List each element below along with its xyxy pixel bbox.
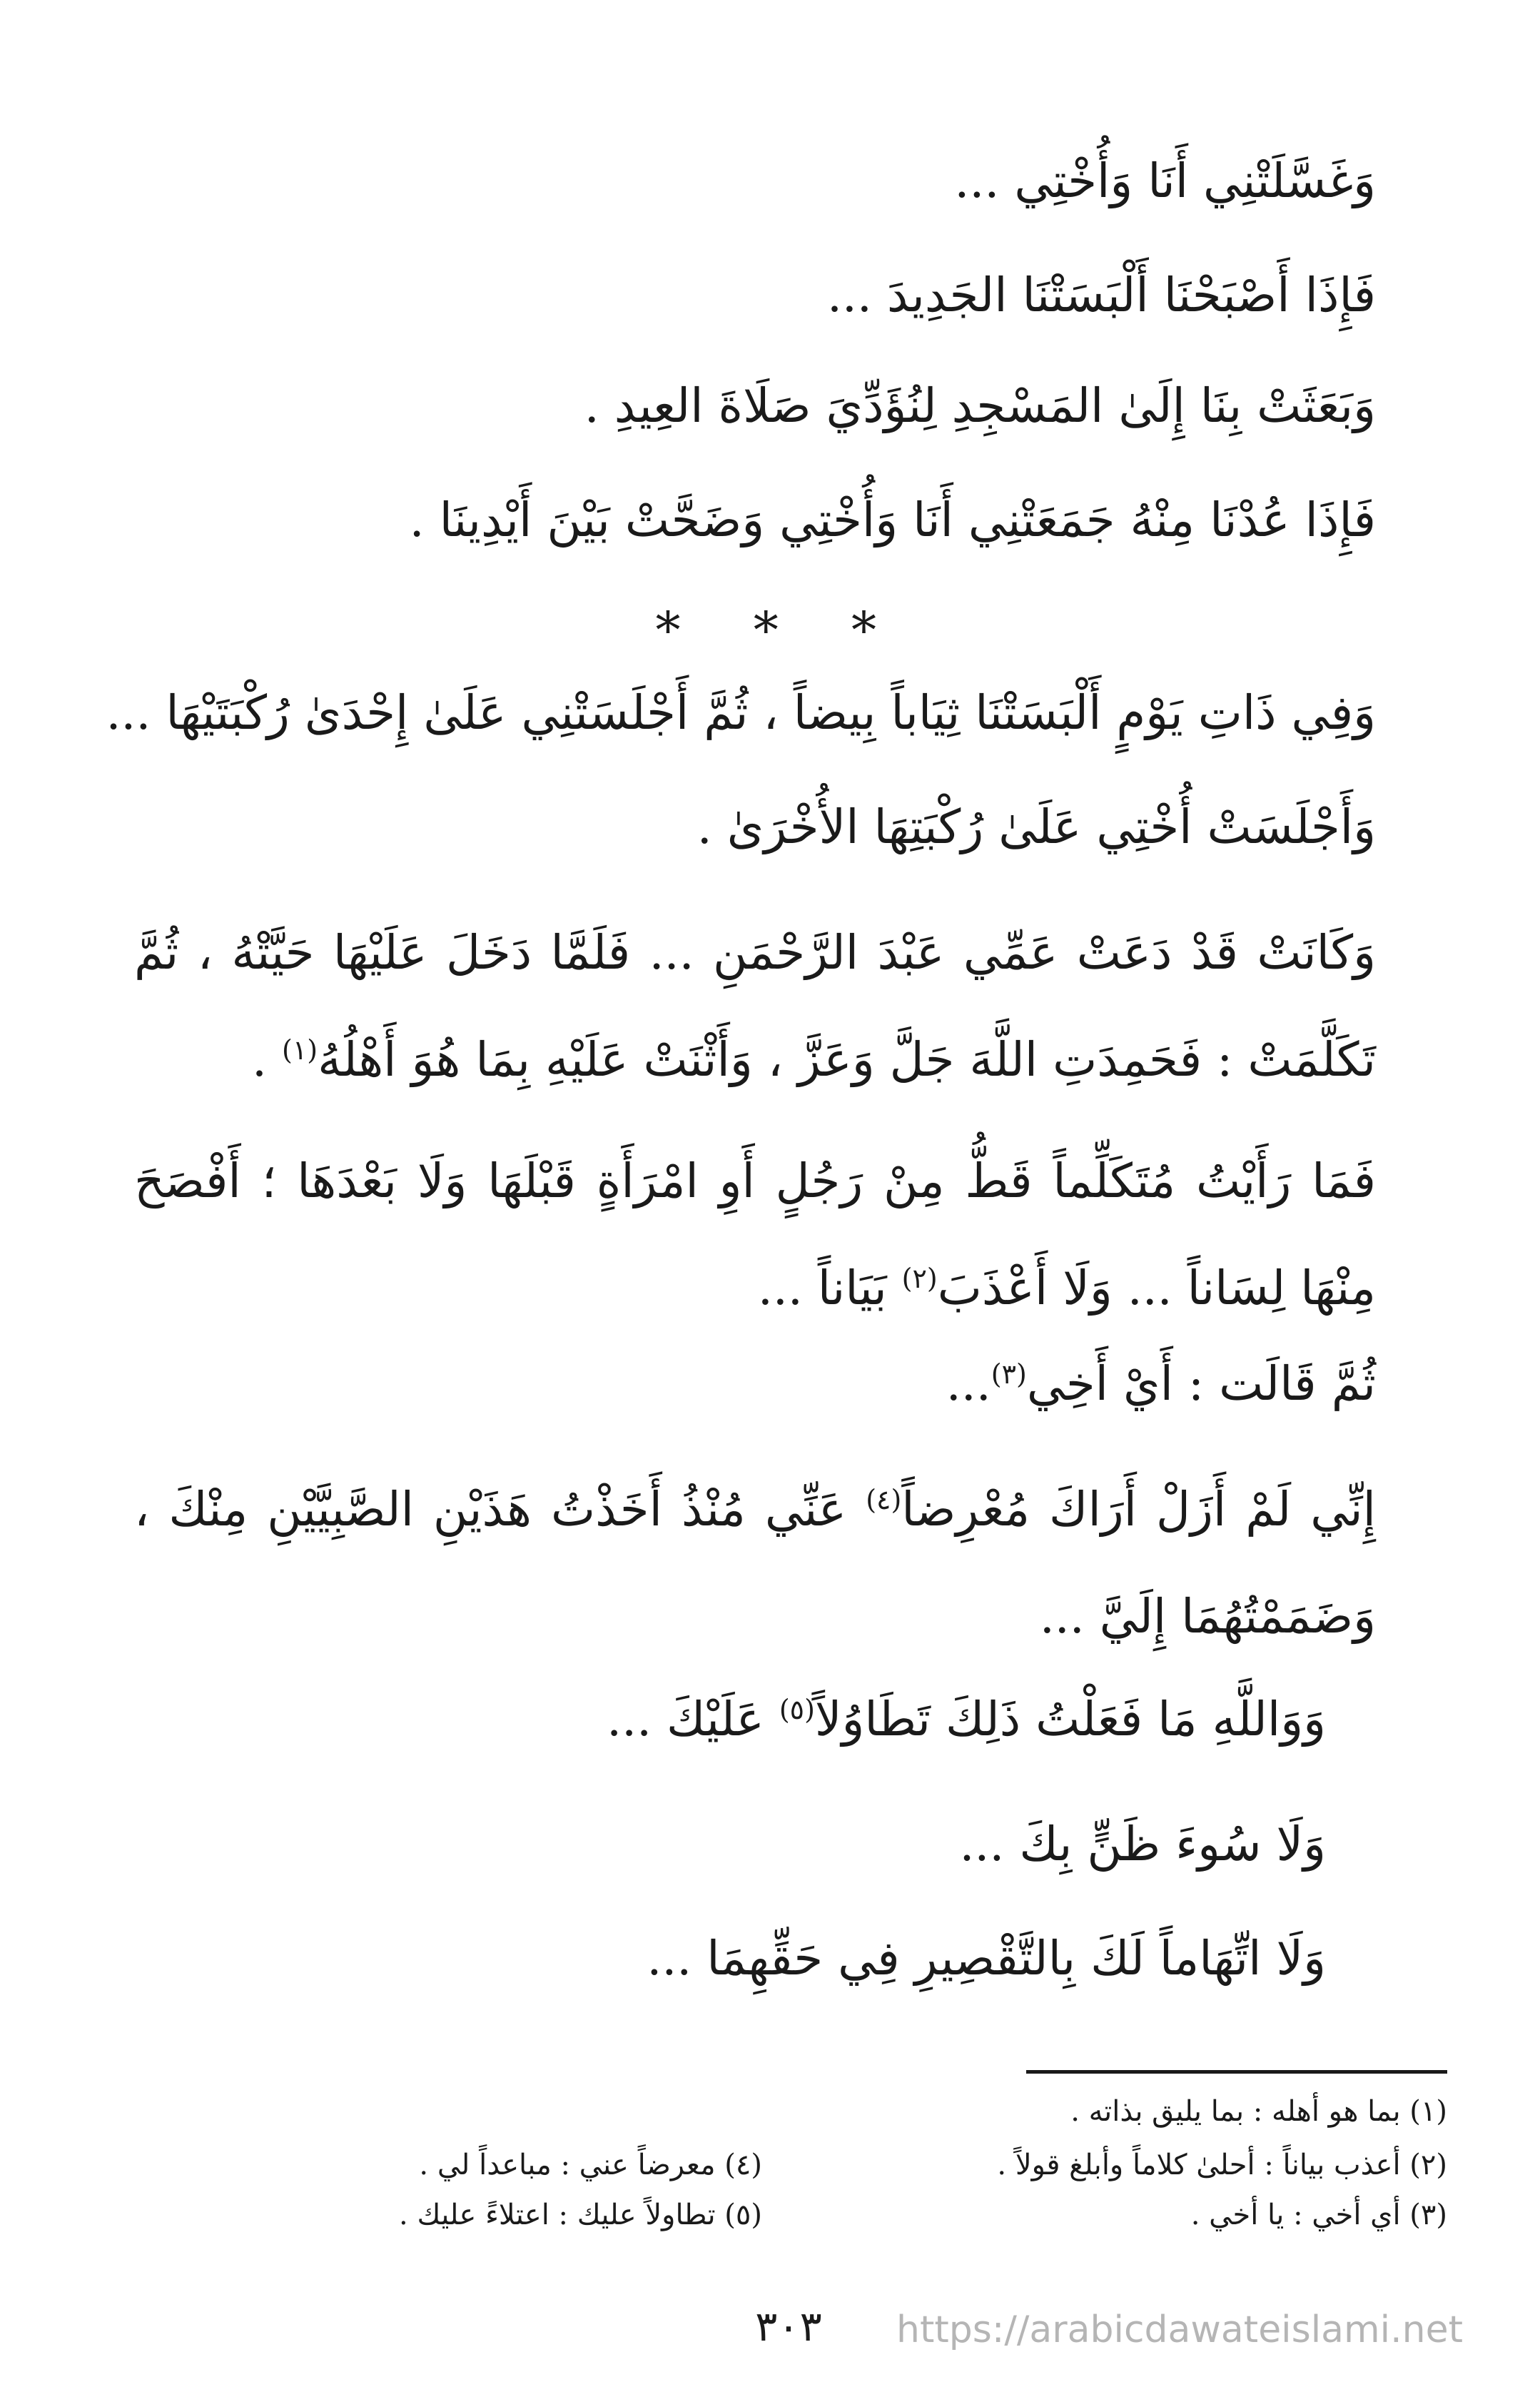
text-line: وَلَا سُوءَ ظَنٍّ بِكَ ... — [959, 1817, 1326, 1872]
footnote-marker: (٣) — [991, 1358, 1027, 1390]
paragraph-text: إِنِّي لَمْ أَزَلْ أَرَاكَ مُعْرِضاً — [901, 1482, 1376, 1537]
footnote-rule — [1026, 2070, 1447, 2074]
text-line: وَلَا اتِّهَاماً لَكَ بِالتَّقْصِيرِ فِي حَقِّهِمَا ... — [647, 1931, 1326, 1986]
paragraph — [134, 899, 1376, 1114]
line-text: وَوَاللَّهِ مَا فَعَلْتُ ذَلِكَ تَطَاوُلاً — [814, 1692, 1326, 1747]
footnote: (٥) تطاولاً عليك : اعتلاءً عليك . — [399, 2199, 762, 2231]
text-line: وَغَسَّلَتْنِي أَنَا وَأُخْتِي ... — [954, 153, 1376, 208]
text-line — [607, 1692, 1326, 1747]
footnote-marker: (١) — [282, 1034, 318, 1066]
paragraph-text: . — [252, 1032, 283, 1087]
section-separator: * * * — [655, 601, 905, 660]
text-line — [946, 1356, 1376, 1411]
text-line: وَأَجْلَسَتْ أُخْتِي عَلَىٰ رُكْبَتِهَا الأُخْرَىٰ . — [696, 799, 1376, 854]
line-text: عَلَيْكَ ... — [607, 1692, 779, 1747]
paragraph — [134, 1128, 1376, 1342]
footnote-marker: (٥) — [779, 1694, 815, 1725]
paragraph-text: وَكَانَتْ قَدْ دَعَتْ عَمِّي عَبْدَ الرَّحْمَنِ ... فَلَمَّا دَخَلَ عَلَيْهَا حَيَّتْهُ ، ثُمَّ تَكَلَّمَتْ : فَحَمِدَتِ اللَّهَ جَلَّ وَعَزَّ ، وَأَثْنَتْ عَلَيْهِ بِمَا هُوَ أَهْلُهُ — [134, 925, 1376, 1087]
line-text: ... — [946, 1356, 991, 1411]
footnote: (٣) أي أخي : يا أخي . — [1190, 2199, 1447, 2231]
footnote: (٤) معرضاً عني : مباعداً لي . — [419, 2149, 762, 2181]
footnote: (١) بما هو أهله : بما يليق بذاته . — [1070, 2095, 1447, 2128]
paragraph-text: بَيَاناً ... — [757, 1261, 902, 1316]
paragraph — [134, 1456, 1376, 1670]
line-text: ثُمَّ قَالَت : أَيْ أَخِي — [1026, 1356, 1376, 1411]
watermark-url: https://arabicdawateislami.net — [896, 2308, 1463, 2351]
paragraph-text: فَمَا رَأَيْتُ مُتَكَلِّماً قَطُّ مِنْ رَجُلٍ أَوِ امْرَأَةٍ قَبْلَهَا وَلَا بَعْدَهَا ؛ أَفْصَحَ مِنْهَا لِسَاناً ... وَلَا أَعْذَبَ — [134, 1154, 1376, 1316]
text-line: وَفِي ذَاتِ يَوْمٍ أَلْبَسَتْنَا ثِيَاباً بِيضاً ، ثُمَّ أَجْلَسَتْنِي عَلَىٰ إِحْدَىٰ رُكْبَتَيْهَا ... — [106, 685, 1376, 740]
footnote: (٢) أعذب بياناً : أحلىٰ كلاماً وأبلغ قولاً . — [997, 2149, 1447, 2181]
footnote-marker: (٤) — [866, 1484, 902, 1515]
page-number: ٣٠٣ — [755, 2302, 822, 2351]
footnote-marker: (٢) — [901, 1263, 938, 1294]
text-line: فَإِذَا عُدْنَا مِنْهُ جَمَعَتْنِي أَنَا وَأُخْتِي وَضَحَّتْ بَيْنَ أَيْدِينَا . — [409, 493, 1376, 547]
text-line: فَإِذَا أَصْبَحْنَا أَلْبَسَتْنَا الجَدِيدَ ... — [826, 268, 1376, 323]
paragraph-text: عَنِّي مُنْذُ أَخَذْتُ هَذَيْنِ الصَّبِيَّيْنِ مِنْكَ ، وَضَمَمْتُهُمَا إِلَيَّ ... — [134, 1482, 1376, 1644]
text-line: وَبَعَثَتْ بِنَا إِلَىٰ المَسْجِدِ لِنُؤَدِّيَ صَلَاةَ العِيدِ . — [584, 378, 1376, 433]
